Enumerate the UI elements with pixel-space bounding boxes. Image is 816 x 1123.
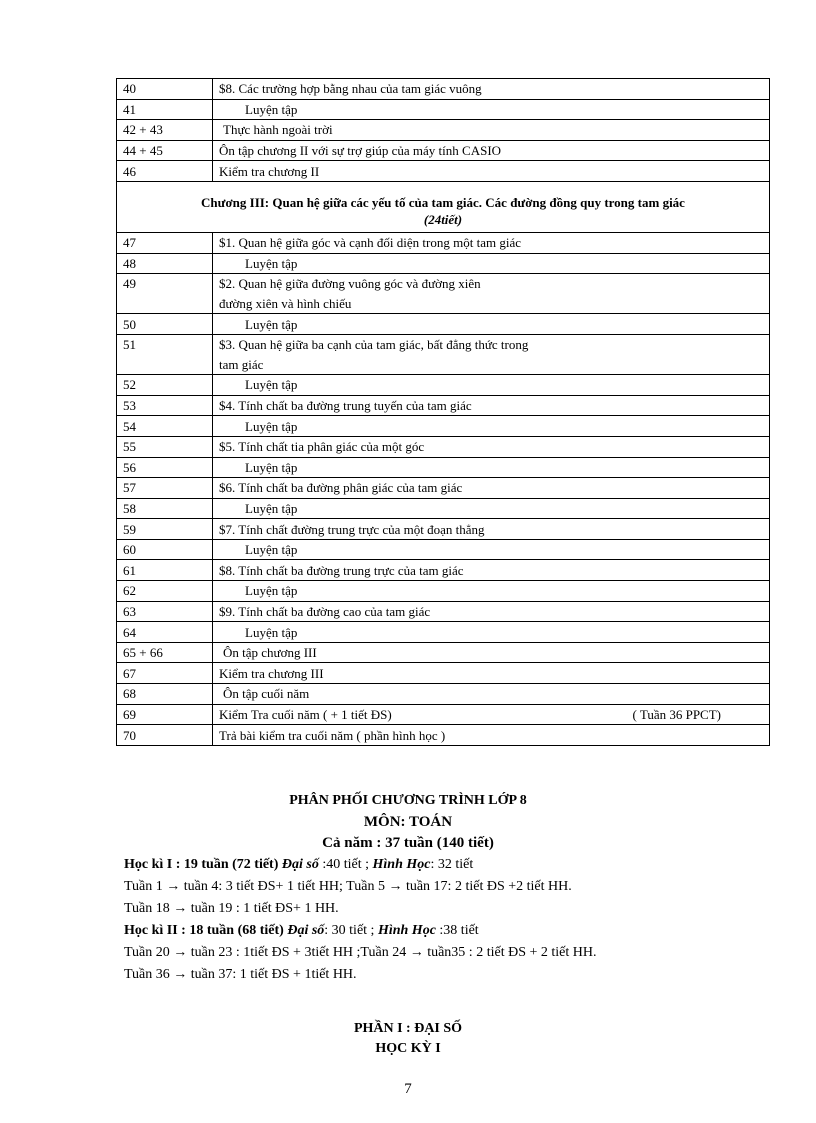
lesson-title: Luyện tập: [213, 416, 770, 437]
period-number: 63: [117, 601, 213, 622]
lesson-title: $8. Tính chất ba đường trung trực của tam giác: [213, 560, 770, 581]
table-row: [117, 704, 770, 725]
table-row-continued: [117, 355, 770, 375]
part-title: PHẦN I : ĐẠI SỐ: [353, 1021, 463, 1036]
period-number: 48: [117, 253, 213, 274]
semester-1-geometry: : 32 tiết: [430, 857, 474, 872]
table-row: [117, 663, 770, 684]
lesson-title: $9. Tính chất ba đường cao của tam giác: [213, 601, 770, 622]
lesson-title: $2. Quan hệ giữa đường vuông góc và đường xiên: [213, 274, 770, 294]
table-row: [117, 457, 770, 478]
semester-1-algebra: :40 tiết ;: [318, 857, 373, 872]
lesson-title: $7. Tính chất đường trung trực của một đoạn thẳng: [213, 519, 770, 540]
table-row: [117, 99, 770, 120]
period-number: 51: [117, 334, 213, 354]
period-number: 49: [117, 274, 213, 294]
semester-2-geometry: :38 tiết: [435, 923, 479, 938]
lesson-title: Luyện tập: [213, 457, 770, 478]
table-row: [117, 334, 770, 354]
lesson-title: Luyện tập: [213, 622, 770, 643]
table-row: [117, 725, 770, 746]
lesson-title: Luyện tập: [213, 498, 770, 519]
lesson-title: $3. Quan hệ giữa ba cạnh của tam giác, bất đẳng thức trong: [213, 334, 770, 354]
period-number: 47: [117, 232, 213, 253]
semester-1-label: Học kì I : 19 tuần (72 tiết): [124, 857, 279, 872]
lesson-title: Luyện tập: [213, 581, 770, 602]
period-number: [117, 294, 213, 314]
lesson-title: Trả bài kiểm tra cuối năm ( phần hình học ): [213, 725, 770, 746]
table-row: [117, 314, 770, 335]
schedule-line-1: Tuần 1 → tuần 4: 3 tiết ĐS+ 1 tiết HH; Tuần 5 → tuần 17: 2 tiết ĐS +2 tiết HH.: [124, 879, 572, 894]
curriculum-table: [116, 78, 770, 746]
chapter-title: Chương III: Quan hệ giữa các yếu tố của tam giác. Các đường đồng quy trong tam giác: [201, 194, 685, 210]
semester-2-line: [124, 923, 479, 939]
table-row: [117, 436, 770, 457]
table-row: [117, 375, 770, 396]
period-number: 60: [117, 539, 213, 560]
period-number: 44 + 45: [117, 140, 213, 161]
period-number: 50: [117, 314, 213, 335]
semester-2-algebra: : 30 tiết ;: [324, 923, 378, 938]
schedule-line-3: Tuần 20 → tuần 23 : 1tiết ĐS + 3tiết HH ;Tuần 24 → tuần35 : 2 tiết ĐS + 2 tiết HH.: [124, 945, 597, 960]
chapter-heading: [117, 181, 770, 232]
table-row: [117, 274, 770, 294]
algebra-label: Đại số: [281, 857, 319, 872]
lesson-title: Luyện tập: [213, 375, 770, 396]
table-row: [117, 622, 770, 643]
lesson-title: Luyện tập: [213, 539, 770, 560]
week-note: ( Tuần 36 PPCT): [632, 706, 721, 722]
period-number: 65 + 66: [117, 642, 213, 663]
table-row: [117, 684, 770, 705]
period-number: 52: [117, 375, 213, 396]
table-row: [117, 232, 770, 253]
subject-heading: MÔN: TOÁN: [363, 814, 453, 830]
lesson-title: Ôn tập chương II với sự trợ giúp của máy tính CASIO: [213, 140, 770, 161]
page-number: 7: [404, 1081, 412, 1097]
geometry-label: Hình Học: [372, 857, 431, 872]
period-number: 58: [117, 498, 213, 519]
period-number: 40: [117, 79, 213, 100]
program-heading: PHÂN PHỐI CHƯƠNG TRÌNH LỚP 8: [289, 793, 527, 808]
chapter-periods: (24tiết): [423, 211, 463, 227]
lesson-title: Luyện tập: [213, 314, 770, 335]
lesson-title: Luyện tập: [213, 99, 770, 120]
lesson-title: Ôn tập cuối năm: [213, 684, 770, 705]
period-number: 55: [117, 436, 213, 457]
period-number: 68: [117, 684, 213, 705]
table-row: [117, 601, 770, 622]
table-row: [117, 395, 770, 416]
schedule-line-4: Tuần 36 → tuần 37: 1 tiết ĐS + 1tiết HH.: [124, 967, 357, 982]
semester-1-line: [124, 857, 473, 873]
period-number: 46: [117, 161, 213, 182]
lesson-title: Ôn tập chương III: [213, 642, 770, 663]
lesson-title: $8. Các trường hợp bằng nhau của tam giác vuông: [213, 79, 770, 100]
period-number: 57: [117, 478, 213, 499]
period-number: 56: [117, 457, 213, 478]
table-row: [117, 560, 770, 581]
table-row: [117, 581, 770, 602]
year-summary: [0, 835, 816, 852]
lesson-title: Luyện tập: [213, 253, 770, 274]
period-number: 59: [117, 519, 213, 540]
table-row: [117, 140, 770, 161]
period-number: 41: [117, 99, 213, 120]
table-row: [117, 161, 770, 182]
lesson-title: [213, 704, 770, 725]
table-row: [117, 416, 770, 437]
lesson-title: $6. Tính chất ba đường phân giác của tam giác: [213, 478, 770, 499]
period-number: 67: [117, 663, 213, 684]
period-number: 70: [117, 725, 213, 746]
period-number: 69: [117, 704, 213, 725]
term-title: HỌC KỲ I: [375, 1041, 441, 1056]
lesson-title: $4. Tính chất ba đường trung tuyến của tam giác: [213, 395, 770, 416]
lesson-title: $1. Quan hệ giữa góc và cạnh đối diện trong một tam giác: [213, 232, 770, 253]
table-row: [117, 519, 770, 540]
table-row: [117, 498, 770, 519]
period-number: [117, 355, 213, 375]
semester-2-label: Học kì II : 18 tuần (68 tiết): [124, 923, 284, 938]
period-number: 54: [117, 416, 213, 437]
lesson-title: đường xiên và hình chiếu: [213, 294, 770, 314]
lesson-title: Kiểm tra chương III: [213, 663, 770, 684]
year-label: Cả năm :: [322, 835, 386, 851]
period-number: 61: [117, 560, 213, 581]
geometry-label: Hình Học: [377, 923, 436, 938]
schedule-line-2: Tuần 18 → tuần 19 : 1 tiết ĐS+ 1 HH.: [124, 901, 339, 916]
chapter-row: [117, 181, 770, 232]
period-number: 53: [117, 395, 213, 416]
lesson-title: $5. Tính chất tia phân giác của một góc: [213, 436, 770, 457]
exam-title: Kiểm Tra cuối năm ( + 1 tiết ĐS): [219, 706, 392, 722]
period-number: 62: [117, 581, 213, 602]
table-row: [117, 120, 770, 141]
algebra-label: Đại số: [287, 923, 325, 938]
period-number: 64: [117, 622, 213, 643]
table-row: [117, 253, 770, 274]
lesson-title: tam giác: [213, 355, 770, 375]
lesson-title: Thực hành ngoài trời: [213, 120, 770, 141]
table-row: [117, 539, 770, 560]
table-row: [117, 478, 770, 499]
lesson-title: Kiểm tra chương II: [213, 161, 770, 182]
year-value: 37 tuần (140 tiết): [385, 835, 494, 851]
period-number: 42 + 43: [117, 120, 213, 141]
table-row: [117, 642, 770, 663]
table-row: [117, 79, 770, 100]
table-row-continued: [117, 294, 770, 314]
